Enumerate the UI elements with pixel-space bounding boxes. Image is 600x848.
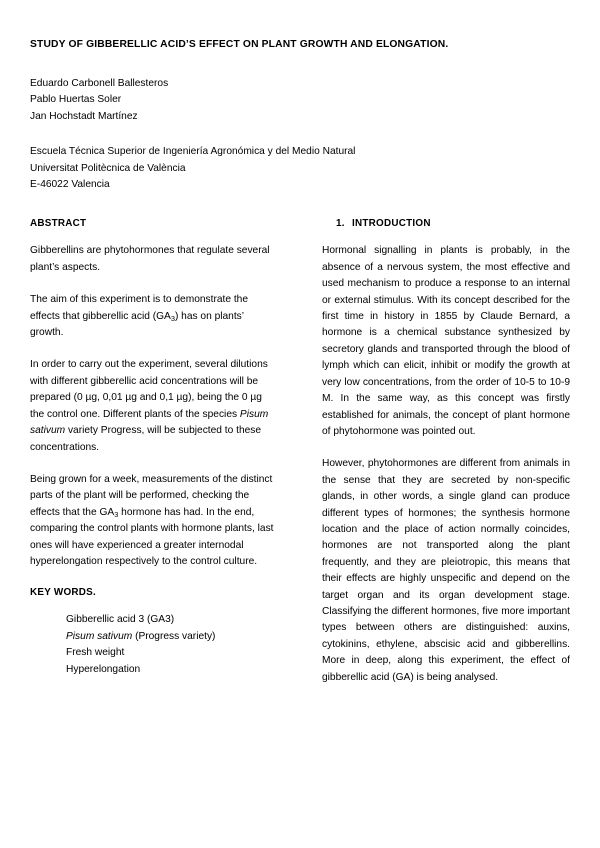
keywords-list: [30, 612, 278, 678]
page-content: [30, 36, 570, 686]
abstract-heading: ABSTRACT: [30, 218, 87, 230]
abstract-para4-after: hormone has had. In the end, comparing the control plants with hormone plants, last ones will have experienced a greater internodal hyperelongation respectively to the control culture.: [30, 506, 274, 567]
abstract-paragraph: [30, 357, 278, 455]
species-name: Pisum sativum: [30, 408, 269, 437]
abstract-para4-before: Being grown for a week, measurements of the distinct parts of the plant will be performed, checking the effects that the GA: [30, 473, 273, 518]
keyword-text: Gibberellic acid 3 (GA3): [66, 614, 175, 626]
section-title: INTRODUCTION: [352, 218, 431, 230]
column-right: [322, 217, 570, 686]
page-title: STUDY OF GIBBERELLIC ACID’S EFFECT ON PLANT GROWTH AND ELONGATION.: [30, 39, 449, 50]
abstract-para3-before: In order to carry out the experiment, several dilutions with different gibberellic acid concentrations will be prepared (0 µg, 0,01 µg and 0,1 µg), being the 0 µg the control one. Different plants of the species: [30, 359, 268, 420]
abstract-paragraph: [30, 472, 278, 570]
keyword-text: Hyperelongation: [66, 663, 141, 675]
author-list: [30, 76, 570, 125]
keywords-heading: KEY WORDS.: [30, 587, 96, 599]
author-name: Jan Hochstadt Martínez: [30, 110, 138, 122]
affiliation-line: E-46022 Valencia: [30, 179, 110, 191]
abstract-para2-after: ) has on plants’ growth.: [30, 310, 244, 339]
keyword-species: Pisum sativum: [66, 630, 133, 642]
keyword-item: [66, 629, 278, 645]
introduction-paragraph: However, phytohormones are different from animals in the sense that they are secreted by non-specific glands, in other words, a single gland can produce different types of hormones; the synthesis hormone location and the place of action normally coincides, hormones are not transported along the plant frequently, and they are pleiotropic, this means that their effects are highly unspecific and depend on the target organ and its organ development stage. Classifying the different hormones, five more important types between others are distinguished: auxins, cytokinins, ethylene, abscisic acid and gibberellins. More in deep, along this experiment, the effect of gibberellic acid (GA) is being analysed.: [322, 458, 570, 683]
affiliation-block: [30, 144, 570, 193]
two-column-body: [30, 217, 570, 686]
author-name: Eduardo Carbonell Ballesteros: [30, 78, 169, 89]
section-number: 1.: [336, 218, 345, 230]
abstract-para2-before: The aim of this experiment is to demonstrate the effects that gibberellic acid (GA: [30, 294, 249, 322]
abstract-para3-after: variety Progress, will be subjected to these concentrations.: [30, 425, 262, 453]
keyword-text: Fresh weight: [66, 647, 125, 659]
ga-subscript: 3: [114, 509, 119, 519]
ga-subscript: 3: [170, 313, 175, 323]
keyword-item: [66, 645, 278, 661]
introduction-paragraph: Hormonal signalling in plants is probably, in the absence of a nervous system, the most effective and used mechanism to produce a response to an internal or external stimulus. With its concept described for the first time in history in 1855 by Claude Bernard, a hormone is a chemical substance synthesized by secretory glands and transported through the blood of lymph which can elicit, inhibit or modify the growth at very low concentrations, from the order of 10-5 to 10-9 M. In the same way, as this concept was firstly established for animals, the concept of plant hormone of phytohormone was pointed out.: [322, 245, 570, 437]
abstract-paragraph: Gibberellins are phytohormones that regulate several plant’s aspects.: [30, 245, 270, 273]
author-name: Pablo Huertas Soler: [30, 94, 122, 106]
affiliation-line: Universitat Politècnica de València: [30, 162, 186, 174]
affiliation-line: Escuela Técnica Superior de Ingeniería Agronómica y del Medio Natural: [30, 146, 356, 158]
introduction-heading: [322, 217, 570, 230]
column-left: [30, 217, 278, 678]
abstract-paragraph: [30, 292, 278, 341]
keyword-item: [66, 612, 278, 628]
keyword-item: [66, 662, 278, 678]
keyword-text: (Progress variety): [132, 630, 216, 642]
